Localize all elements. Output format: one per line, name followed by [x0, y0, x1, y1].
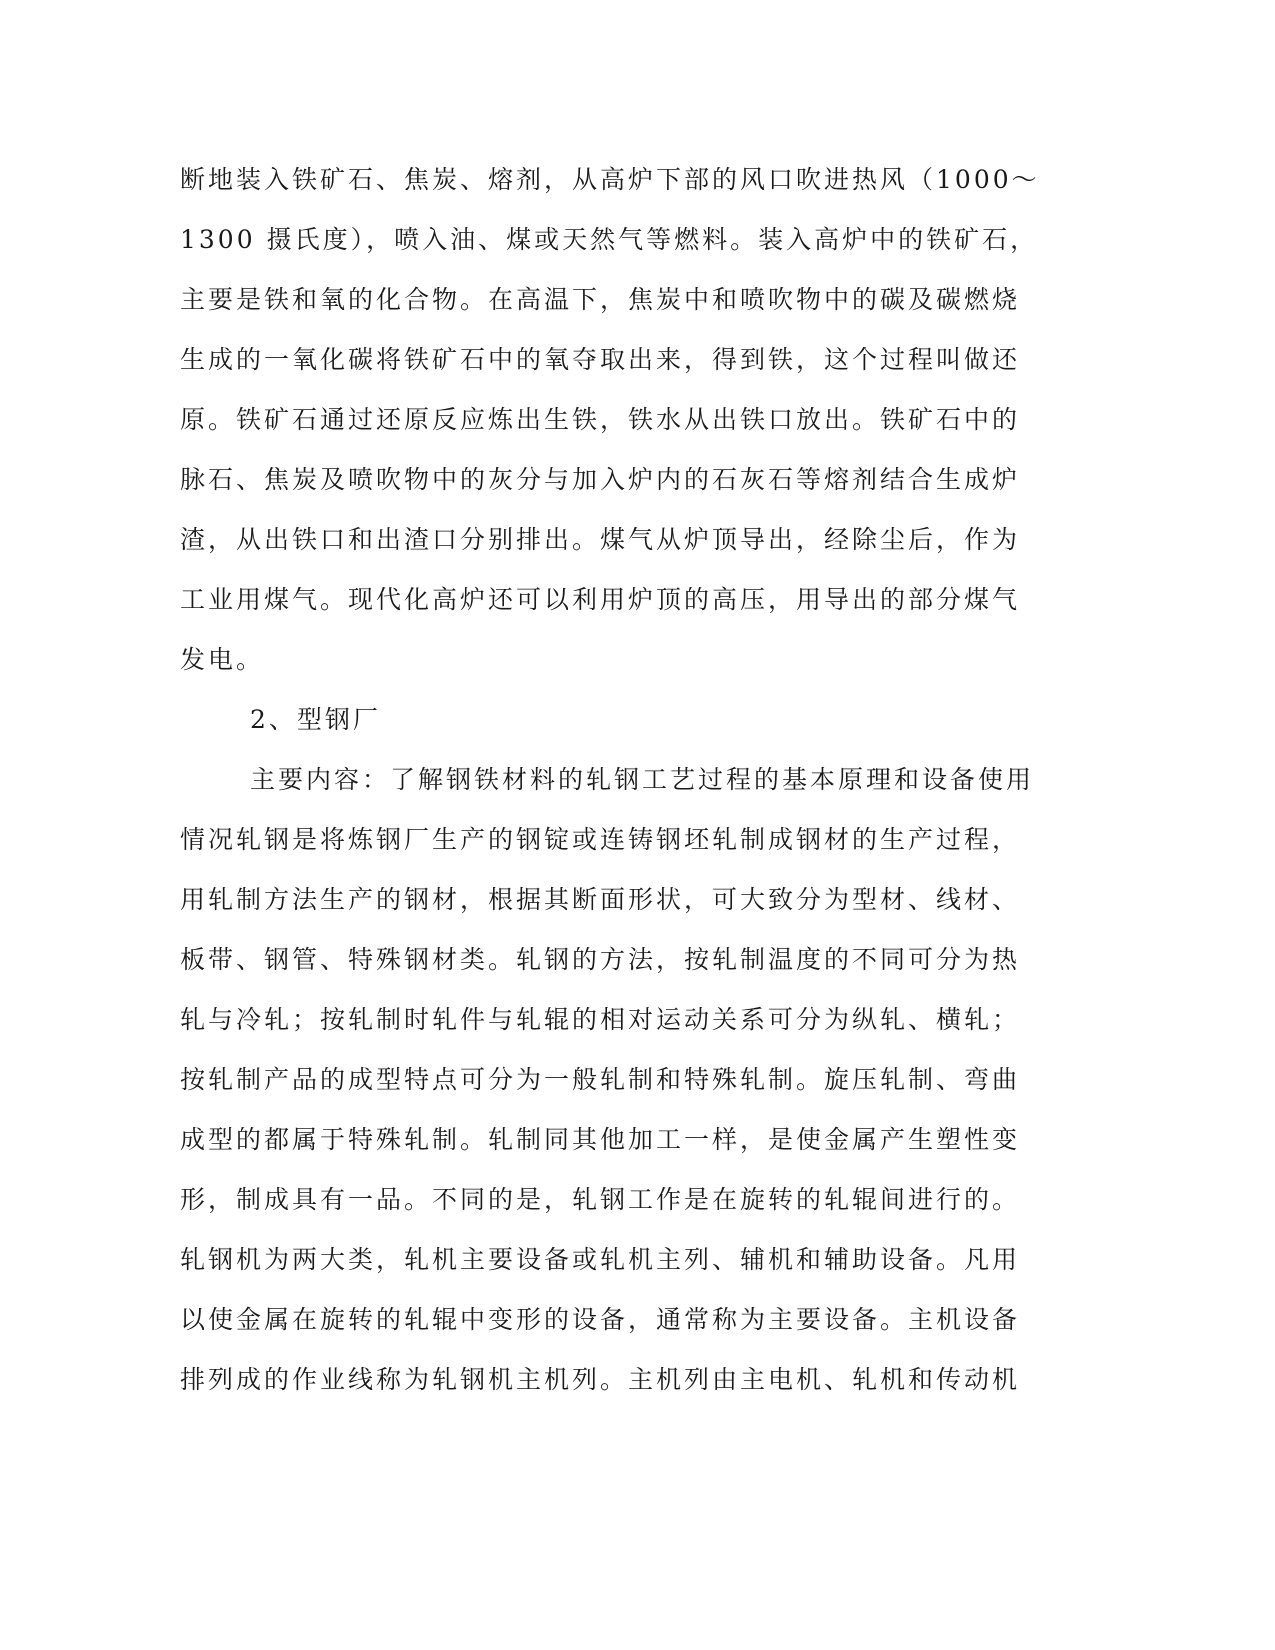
- text-line: 断地装入铁矿石、焦炭、熔剂，从高炉下部的风口吹进热风（1000～: [180, 165, 1040, 194]
- text-line: 按轧制产品的成型特点可分为一般轧制和特殊轧制。旋压轧制、弯曲: [180, 1065, 1021, 1094]
- text-line: 渣，从出铁口和出渣口分别排出。煤气从炉顶导出，经除尘后，作为: [180, 525, 1021, 554]
- text-line: 生成的一氧化碳将铁矿石中的氧夺取出来，得到铁，这个过程叫做还: [180, 345, 1021, 374]
- text-line: 板带、钢管、特殊钢材类。轧钢的方法，按轧制温度的不同可分为热: [180, 945, 1021, 974]
- text-line: 轧钢机为两大类，轧机主要设备或轧机主列、辅机和辅助设备。凡用: [180, 1245, 1021, 1274]
- text-line: 工业用煤气。现代化高炉还可以利用炉顶的高压，用导出的部分煤气: [180, 585, 1021, 614]
- section-heading: 2、型钢厂: [250, 705, 381, 734]
- text-line: 原。铁矿石通过还原反应炼出生铁，铁水从出铁口放出。铁矿石中的: [180, 405, 1021, 434]
- text-line: 发电。: [180, 645, 265, 674]
- text-line: 以使金属在旋转的轧辊中变形的设备，通常称为主要设备。主机设备: [180, 1305, 1021, 1334]
- text-line: 成型的都属于特殊轧制。轧制同其他加工一样，是使金属产生塑性变: [180, 1125, 1021, 1154]
- text-line: 主要是铁和氧的化合物。在高温下，焦炭中和喷吹物中的碳及碳燃烧: [180, 285, 1021, 314]
- text-line: 轧与冷轧；按轧制时轧件与轧辊的相对运动关系可分为纵轧、横轧；: [180, 1005, 1021, 1034]
- text-line: 主要内容：了解钢铁材料的轧钢工艺过程的基本原理和设备使用: [250, 765, 1035, 794]
- body-text: [180, 150, 1080, 1410]
- text-line: 脉石、焦炭及喷吹物中的灰分与加入炉内的石灰石等熔剂结合生成炉: [180, 465, 1021, 494]
- text-line: 形，制成具有一品。不同的是，轧钢工作是在旋转的轧辊间进行的。: [180, 1185, 1021, 1214]
- text-line: 情况轧钢是将炼钢厂生产的钢锭或连铸钢坯轧制成钢材的生产过程，: [180, 825, 1021, 854]
- text-line: 排列成的作业线称为轧钢机主机列。主机列由主电机、轧机和传动机: [180, 1365, 1021, 1394]
- text-line: 用轧制方法生产的钢材，根据其断面形状，可大致分为型材、线材、: [180, 885, 1021, 914]
- text-line: 1300 摄氏度），喷入油、煤或天然气等燃料。装入高炉中的铁矿石，: [180, 225, 1039, 254]
